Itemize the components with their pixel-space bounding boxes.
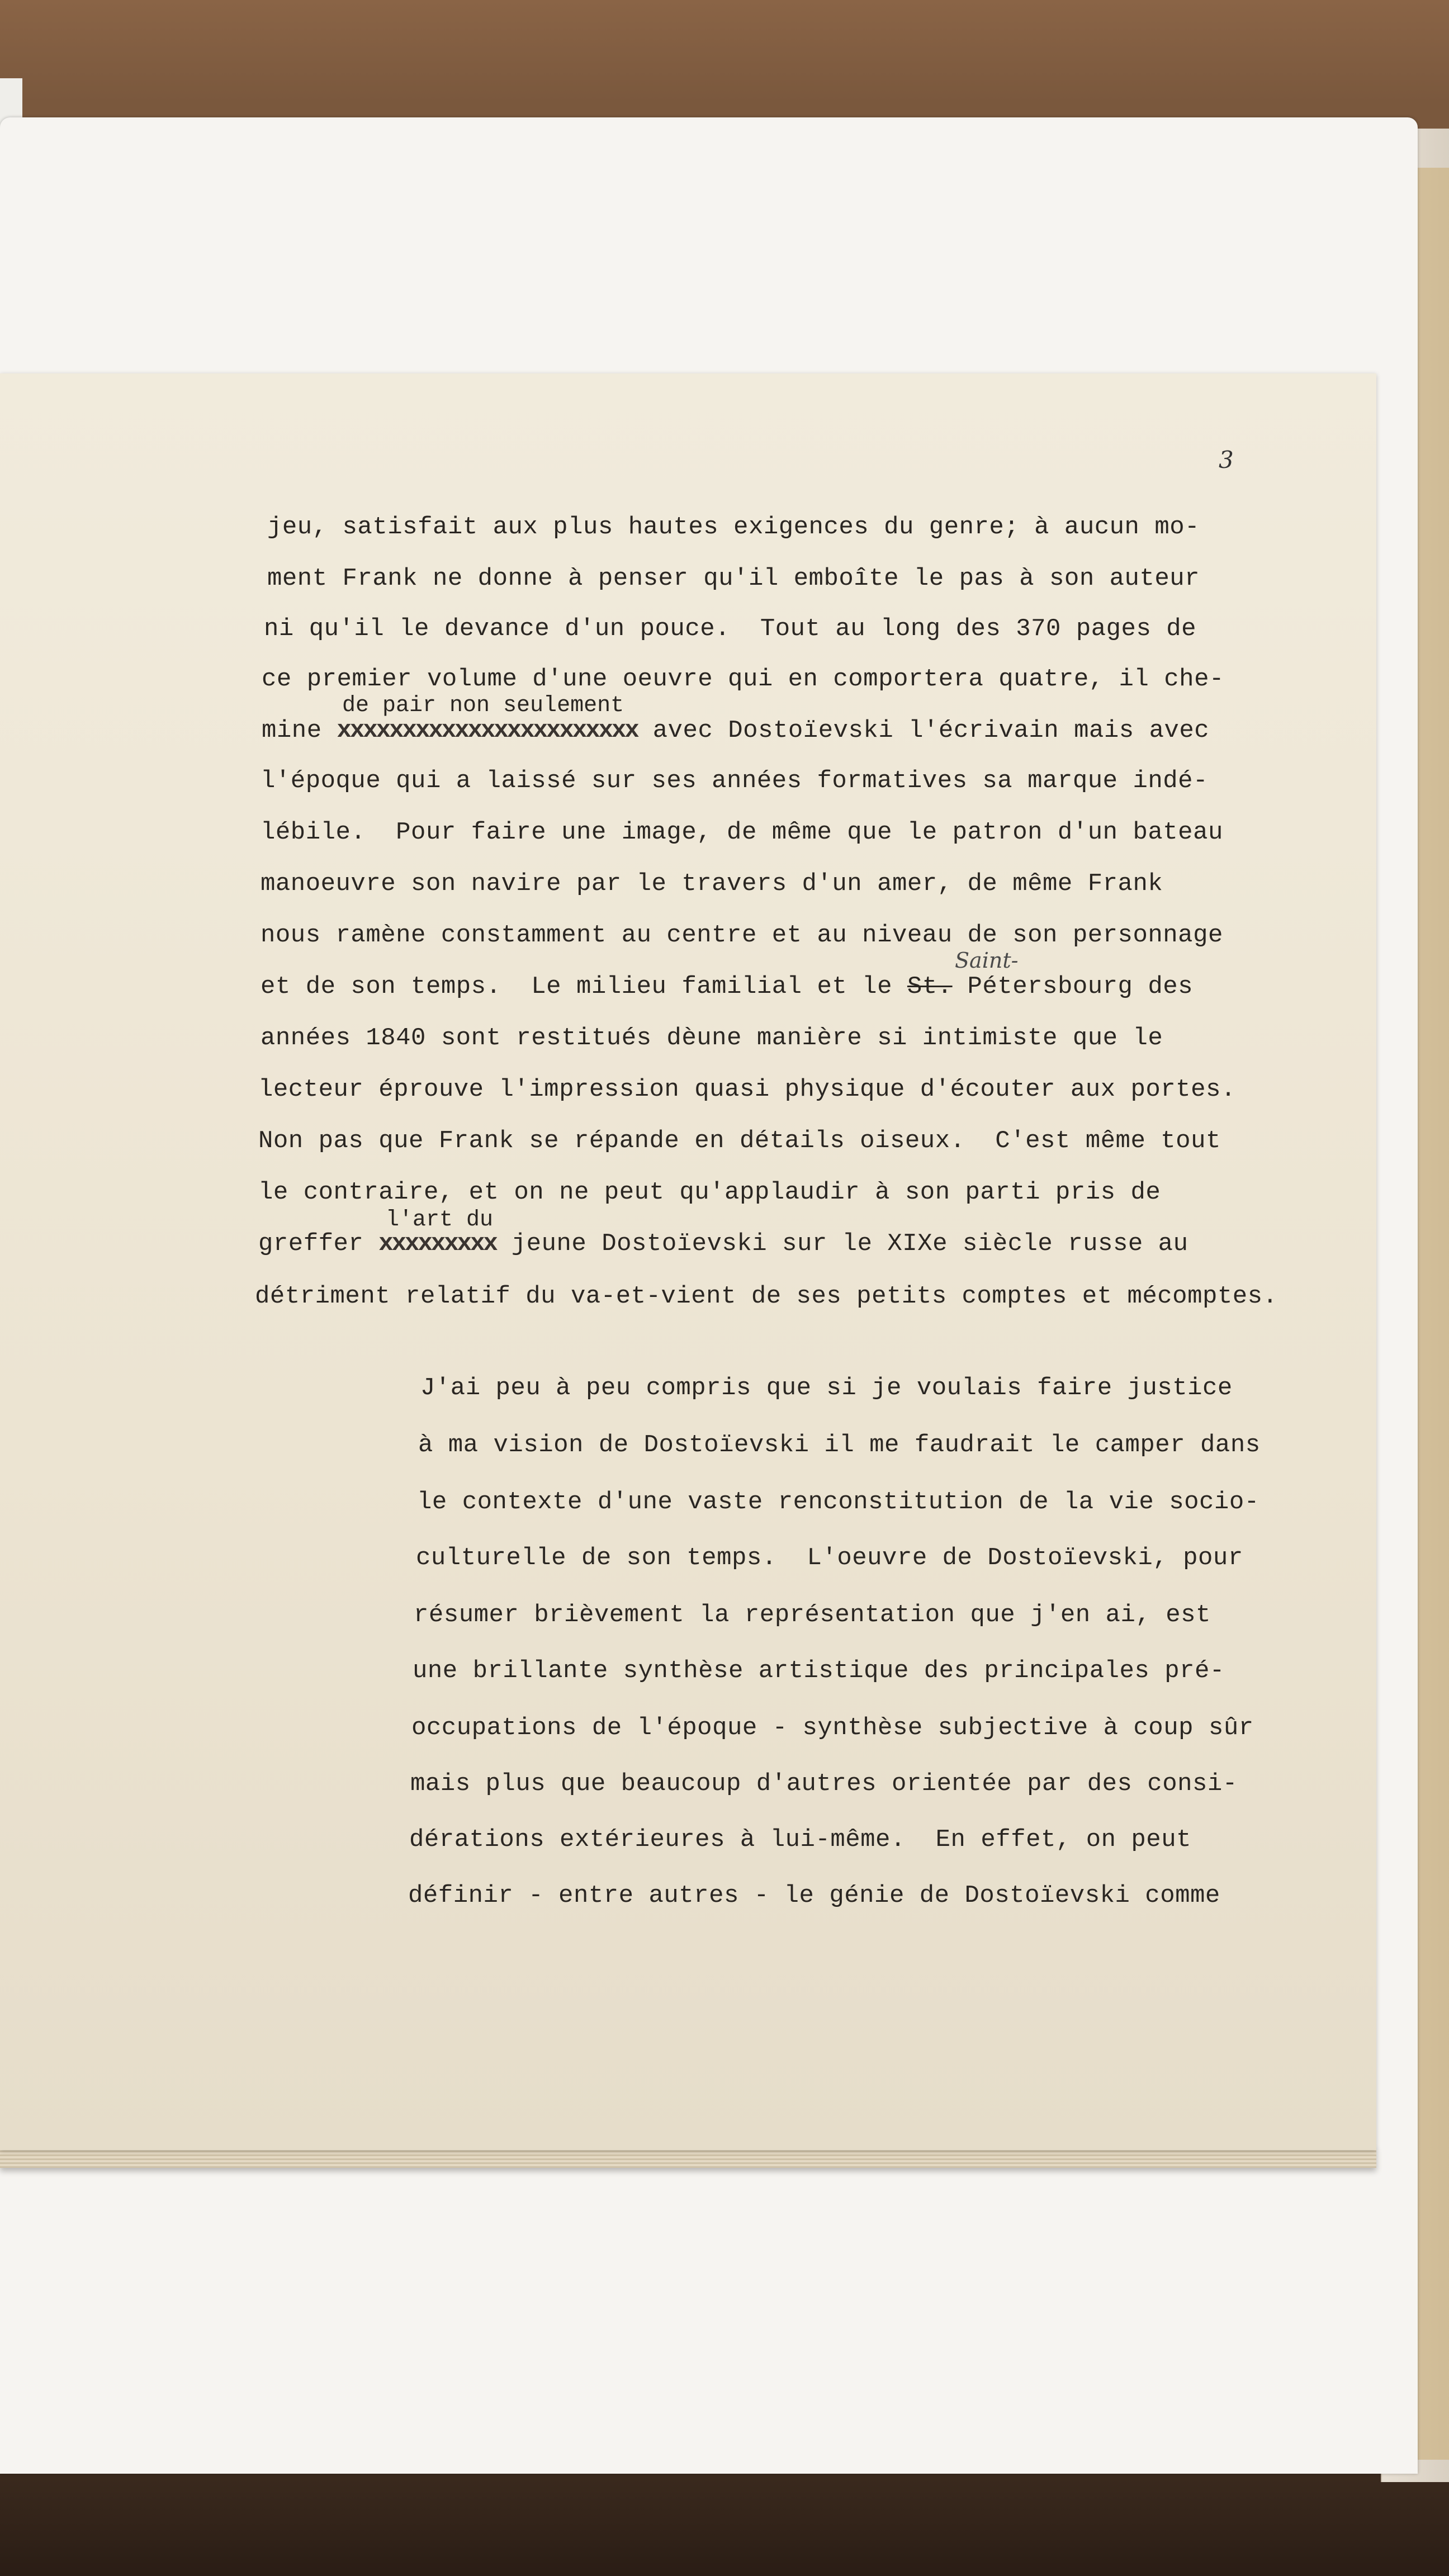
text-line: ment Frank ne donne à penser qu'il emboîte le pas à son auteur — [267, 565, 1200, 593]
text-line: J'ai peu à peu compris que si je voulais faire justice — [420, 1374, 1233, 1402]
text-line: culturelle de son temps. L'oeuvre de Dostoïevski, pour — [416, 1544, 1243, 1572]
text-line: manoeuvre son navire par le travers d'un amer, de même Frank — [261, 870, 1163, 898]
text-segment: avec Dostoïevski l'écrivain mais avec — [637, 717, 1210, 745]
text-segment: et de son temps. Le milieu familial et le — [261, 973, 907, 1001]
text-line: jeu, satisfait aux plus hautes exigences du genre; à aucun mo- — [267, 513, 1200, 541]
text-line: lecteur éprouve l'impression quasi physique d'écouter aux portes. — [258, 1076, 1236, 1104]
text-line: détriment relatif du va-et-vient de ses petits comptes et mécomptes. — [255, 1282, 1278, 1310]
text-line — [258, 1230, 1188, 1258]
text-segment: greffer — [258, 1230, 379, 1258]
text-line: dérations extérieures à lui-même. En effet, on peut — [409, 1826, 1192, 1854]
text-line — [261, 973, 1193, 1001]
text-line: Non pas que Frank se répande en détails oiseux. C'est même tout — [258, 1127, 1221, 1155]
text-line: ce premier volume d'une oeuvre qui en comportera quatre, il che- — [262, 665, 1224, 693]
text-segment: Pétersbourg des — [952, 973, 1194, 1001]
text-line: lébile. Pour faire une image, de même que le patron d'un bateau — [261, 818, 1223, 846]
struck-text: xxxxxxxxx — [378, 1230, 496, 1258]
text-line: ni qu'il le devance d'un pouce. Tout au long des 370 pages de — [264, 615, 1197, 643]
text-line: une brillante synthèse artistique des principales pré- — [413, 1657, 1225, 1685]
typed-insertion: l'art du — [386, 1208, 494, 1233]
struck-text: xxxxxxxxxxxxxxxxxxxxxxx — [337, 717, 638, 745]
handwritten-insertion: Saint- — [955, 948, 1019, 973]
text-line: définir - entre autres - le génie de Dostoïevski comme — [408, 1882, 1220, 1910]
text-line — [262, 717, 1209, 745]
text-line: le contexte d'une vaste renconstitution de la vie socio- — [417, 1488, 1259, 1516]
text-line: années 1840 sont restitués dèune manière si intimiste que le — [261, 1024, 1163, 1052]
text-segment: jeune Dostoïevski sur le XIXe siècle russe au — [496, 1230, 1188, 1258]
text-line: le contraire, et on ne peut qu'applaudir à son parti pris de — [258, 1178, 1161, 1206]
text-segment: mine — [262, 717, 337, 745]
text-line: mais plus que beaucoup d'autres orientée par des consi- — [410, 1770, 1238, 1798]
desk-edge — [0, 2471, 1449, 2576]
text-line: à ma vision de Dostoïevski il me faudrait le camper dans — [418, 1431, 1261, 1459]
text-line: l'époque qui a laissé sur ses années formatives sa marque indé- — [261, 767, 1208, 795]
text-line: occupations de l'époque - synthèse subjective à coup sûr — [411, 1714, 1254, 1742]
folder-spine — [1414, 168, 1449, 2460]
text-line: nous ramène constamment au centre et au niveau de son personnage — [261, 921, 1223, 949]
text-line: résumer brièvement la représentation que j'en ai, est — [414, 1601, 1211, 1629]
struck-text: St. — [907, 973, 953, 1001]
typed-insertion: de pair non seulement — [342, 693, 624, 718]
page-number: 3 — [1219, 446, 1234, 473]
